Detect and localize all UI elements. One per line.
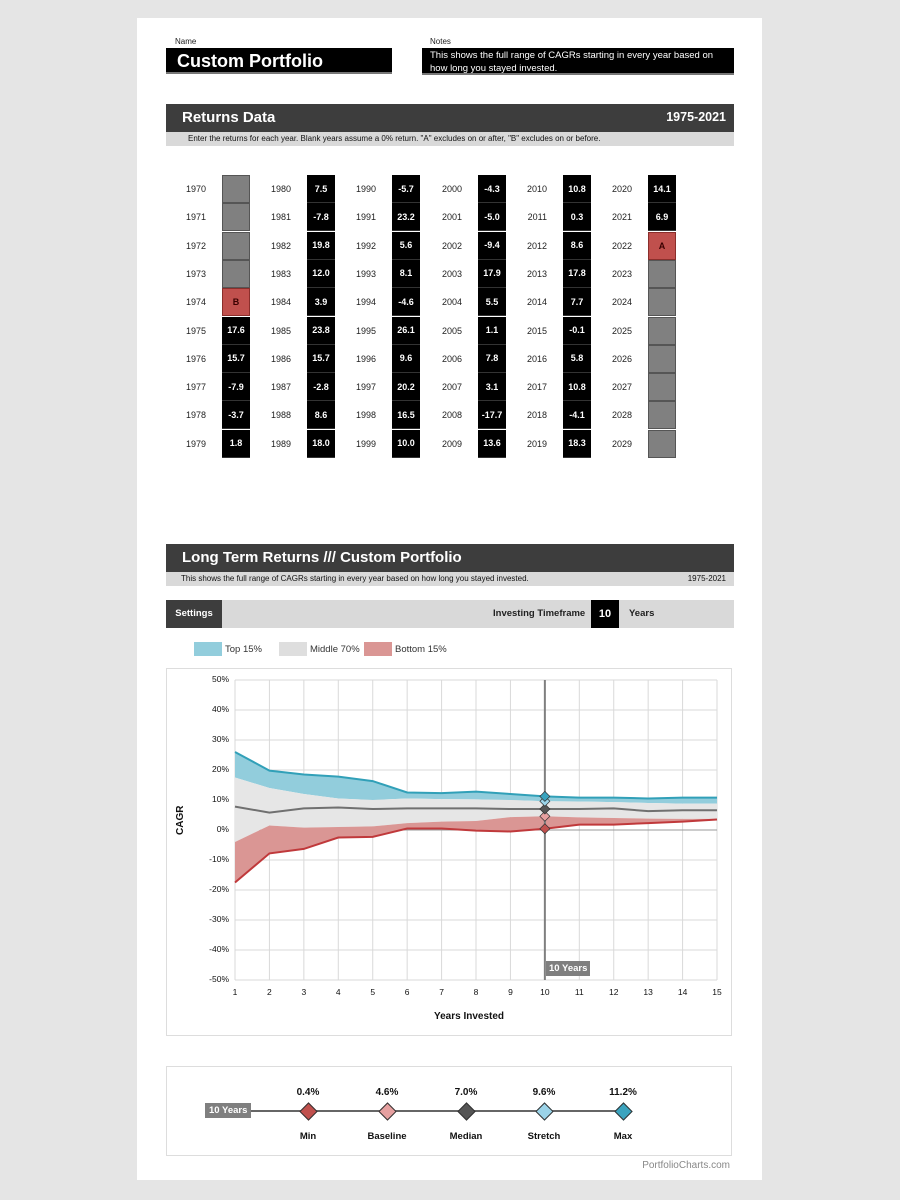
- return-cell[interactable]: 10.8: [563, 175, 591, 203]
- year-label: 2012: [526, 240, 547, 251]
- year-label: 2004: [441, 297, 462, 308]
- long-term-subtitle: This shows the full range of CAGRs starting in every year based on how long you stayed invested.: [181, 574, 529, 583]
- return-cell[interactable]: 7.7: [563, 288, 591, 316]
- return-cell[interactable]: 14.1: [648, 175, 676, 203]
- long-term-header: [166, 544, 734, 572]
- page: [137, 18, 762, 1180]
- year-label: 1983: [270, 268, 291, 279]
- return-cell[interactable]: 23.8: [307, 317, 335, 345]
- summary-diamond-icon: [535, 1102, 553, 1120]
- return-cell[interactable]: [648, 317, 676, 345]
- year-label: 1976: [185, 353, 206, 364]
- returns-data-header: [166, 104, 734, 132]
- return-cell[interactable]: 17.8: [563, 260, 591, 288]
- return-cell[interactable]: [222, 260, 250, 288]
- return-cell[interactable]: 17.6: [222, 317, 250, 345]
- x-tick-label: 3: [301, 987, 307, 997]
- year-label: 1973: [185, 268, 206, 279]
- return-cell[interactable]: -4.3: [478, 175, 506, 203]
- year-label: 1992: [355, 240, 376, 251]
- year-label: 2002: [441, 240, 462, 251]
- year-label: 2028: [611, 410, 632, 421]
- return-cell[interactable]: [222, 175, 250, 203]
- return-cell[interactable]: 20.2: [392, 373, 420, 401]
- long-term-title: Long Term Returns /// Custom Portfolio: [182, 549, 462, 566]
- return-cell[interactable]: -0.1: [563, 317, 591, 345]
- y-tick-label: 20%: [211, 764, 229, 774]
- y-tick-label: -50%: [209, 974, 229, 984]
- footer-credit[interactable]: PortfolioCharts.com: [642, 1160, 730, 1171]
- y-axis-label: CAGR: [175, 805, 186, 835]
- y-tick-label: 40%: [211, 704, 229, 714]
- notes-label: Notes: [430, 37, 451, 46]
- summary-label: Baseline: [367, 1131, 407, 1142]
- return-cell[interactable]: 6.9: [648, 203, 676, 231]
- year-label: 2016: [526, 353, 547, 364]
- year-label: 1988: [270, 410, 291, 421]
- x-axis-label: Years Invested: [433, 1011, 505, 1022]
- return-cell[interactable]: 1.8: [222, 430, 250, 458]
- y-tick-label: 50%: [211, 674, 229, 684]
- year-label: 2015: [526, 325, 547, 336]
- return-cell[interactable]: 10.0: [392, 430, 420, 458]
- summary-diamond-icon: [299, 1102, 317, 1120]
- summary-label: Median: [449, 1131, 483, 1142]
- year-label: 2000: [441, 184, 462, 194]
- y-tick-label: 10%: [211, 794, 229, 804]
- cagr-chart: [166, 668, 732, 1036]
- year-label: 1987: [270, 382, 291, 393]
- summary-diamond-icon: [378, 1102, 396, 1120]
- return-cell[interactable]: 13.6: [478, 430, 506, 458]
- year-label: 2008: [441, 410, 462, 421]
- return-cell[interactable]: 9.6: [392, 345, 420, 373]
- year-label: 2009: [441, 438, 462, 449]
- year-label: 2011: [527, 212, 547, 223]
- return-cell[interactable]: [648, 288, 676, 316]
- summary-diamond-icon: [457, 1102, 475, 1120]
- x-tick-label: 9: [508, 987, 513, 997]
- year-label: 1972: [185, 240, 206, 251]
- summary-value: 7.0%: [454, 1087, 478, 1098]
- return-cell[interactable]: -7.8: [307, 203, 335, 231]
- year-label: 2006: [441, 353, 462, 364]
- year-label: 1999: [355, 438, 376, 449]
- return-cell[interactable]: 19.8: [307, 232, 335, 260]
- return-cell[interactable]: -5.7: [392, 175, 420, 203]
- return-cell[interactable]: [648, 260, 676, 288]
- notes-field[interactable]: This shows the full range of CAGRs starting in every year based on how long you stayed invested.: [422, 48, 734, 75]
- settings-button[interactable]: Settings: [166, 600, 222, 628]
- timeframe-marker-label: 10 Years: [546, 961, 590, 976]
- returns-data-range: 1975-2021: [666, 110, 726, 124]
- return-cell[interactable]: 12.0: [307, 260, 335, 288]
- return-cell[interactable]: 18.0: [307, 430, 335, 458]
- year-label: 2010: [526, 184, 547, 194]
- year-label: 1998: [355, 410, 376, 421]
- long-term-range: 1975-2021: [687, 574, 726, 583]
- summary-label: Min: [299, 1131, 317, 1142]
- return-cell[interactable]: 10.8: [563, 373, 591, 401]
- summary-axis-line: [205, 1110, 629, 1112]
- return-cell[interactable]: 1.1: [478, 317, 506, 345]
- return-cell[interactable]: 26.1: [392, 317, 420, 345]
- year-label: 2022: [611, 240, 632, 251]
- return-cell[interactable]: [648, 345, 676, 373]
- summary-label: Stretch: [527, 1131, 561, 1142]
- return-cell[interactable]: [222, 232, 250, 260]
- return-cell[interactable]: -17.7: [478, 401, 506, 429]
- return-cell[interactable]: B: [222, 288, 250, 316]
- return-cell[interactable]: 15.7: [307, 345, 335, 373]
- year-label: 1989: [270, 438, 291, 449]
- return-cell[interactable]: 7.8: [478, 345, 506, 373]
- return-cell[interactable]: -4.1: [563, 401, 591, 429]
- settings-bar: [166, 600, 734, 628]
- year-label: 1991: [355, 212, 376, 223]
- summary-diamond-icon: [614, 1102, 632, 1120]
- summary-timeframe-label: 10 Years: [205, 1103, 251, 1118]
- x-tick-label: 11: [574, 987, 584, 997]
- year-label: 1997: [355, 382, 376, 393]
- summary-value: 0.4%: [296, 1087, 320, 1098]
- return-cell[interactable]: 5.5: [478, 288, 506, 316]
- year-label: 1980: [270, 184, 291, 194]
- year-label: 1975: [185, 325, 206, 336]
- x-tick-label: 8: [473, 987, 479, 997]
- return-cell[interactable]: 18.3: [563, 430, 591, 458]
- return-cell[interactable]: 0.3: [563, 203, 591, 231]
- year-label: 1995: [355, 325, 376, 336]
- return-cell[interactable]: -4.6: [392, 288, 420, 316]
- summary-panel: [166, 1066, 732, 1156]
- year-label: 1994: [355, 297, 376, 308]
- year-label: 2018: [526, 410, 547, 421]
- year-label: 1993: [355, 268, 376, 279]
- y-tick-label: -30%: [209, 914, 229, 924]
- year-label: 1974: [185, 297, 206, 308]
- chart-plot: [167, 669, 733, 1037]
- year-label: 1978: [185, 410, 206, 421]
- legend-top-label: Top 15%: [225, 644, 262, 655]
- year-label: 1982: [270, 240, 291, 251]
- return-cell[interactable]: -2.8: [307, 373, 335, 401]
- year-label: 2013: [526, 268, 547, 279]
- x-tick-label: 10: [540, 987, 550, 997]
- return-cell[interactable]: 3.1: [478, 373, 506, 401]
- year-label: 2025: [611, 325, 632, 336]
- timeframe-label: Investing Timeframe: [493, 608, 586, 619]
- year-label: 2007: [441, 382, 462, 393]
- x-tick-label: 5: [370, 987, 376, 997]
- year-label: 1970: [185, 184, 206, 194]
- year-label: 2024: [611, 297, 632, 308]
- year-label: 2026: [611, 353, 632, 364]
- year-label: 1981: [270, 212, 291, 223]
- year-label: 2005: [441, 325, 462, 336]
- return-cell[interactable]: 16.5: [392, 401, 420, 429]
- x-tick-label: 2: [267, 987, 272, 997]
- returns-data-title: Returns Data: [182, 109, 276, 126]
- return-cell[interactable]: 8.1: [392, 260, 420, 288]
- year-label: 2017: [526, 382, 547, 393]
- legend-swatch-top: [194, 642, 222, 656]
- year-label: 2019: [526, 438, 547, 449]
- x-tick-label: 6: [404, 987, 410, 997]
- return-cell[interactable]: A: [648, 232, 676, 260]
- year-label: 2014: [526, 297, 547, 308]
- return-cell[interactable]: 8.6: [307, 401, 335, 429]
- year-label: 2001: [441, 212, 462, 223]
- timeframe-input[interactable]: 10: [591, 600, 619, 628]
- summary-value: 9.6%: [532, 1087, 556, 1098]
- year-label: 1986: [270, 353, 291, 364]
- y-tick-label: 0%: [216, 824, 229, 834]
- x-tick-label: 12: [608, 987, 619, 997]
- summary-value: 4.6%: [375, 1087, 399, 1098]
- x-tick-label: 7: [439, 987, 444, 997]
- x-tick-label: 15: [712, 987, 722, 997]
- return-cell[interactable]: 15.7: [222, 345, 250, 373]
- return-cell[interactable]: -9.4: [478, 232, 506, 260]
- year-label: 2023: [611, 268, 632, 279]
- return-cell[interactable]: 7.5: [307, 175, 335, 203]
- long-term-subtitle-bar: [166, 572, 734, 586]
- x-tick-label: 4: [335, 987, 341, 997]
- return-cell[interactable]: 23.2: [392, 203, 420, 231]
- timeframe-unit: Years: [629, 608, 655, 619]
- return-cell[interactable]: 5.6: [392, 232, 420, 260]
- x-tick-label: 14: [677, 987, 688, 997]
- summary-label: Max: [613, 1131, 633, 1142]
- year-label: 2029: [611, 438, 632, 449]
- returns-instructions: Enter the returns for each year. Blank years assume a 0% return. "A" excludes on or after, "B" excludes on or before.: [166, 132, 734, 146]
- year-label: 1984: [270, 297, 291, 308]
- return-cell[interactable]: 5.8: [563, 345, 591, 373]
- year-label: 1977: [185, 382, 206, 393]
- x-tick-label: 1: [232, 987, 238, 997]
- x-tick-label: 13: [643, 987, 653, 997]
- summary-value: 11.2%: [609, 1087, 637, 1098]
- return-cell[interactable]: 8.6: [563, 232, 591, 260]
- return-cell[interactable]: [648, 373, 676, 401]
- legend-middle-label: Middle 70%: [310, 644, 360, 655]
- year-label: 1996: [355, 353, 376, 364]
- return-cell[interactable]: 17.9: [478, 260, 506, 288]
- return-cell[interactable]: 3.9: [307, 288, 335, 316]
- legend-swatch-middle: [279, 642, 307, 656]
- return-cell[interactable]: -5.0: [478, 203, 506, 231]
- legend-bottom-label: Bottom 15%: [395, 644, 447, 655]
- year-label: 1971: [185, 212, 206, 223]
- return-cell[interactable]: [648, 401, 676, 429]
- y-tick-label: -20%: [209, 884, 229, 894]
- return-cell[interactable]: [222, 203, 250, 231]
- year-label: 1979: [185, 438, 206, 449]
- year-label: 2021: [611, 212, 632, 223]
- return-cell[interactable]: -7.9: [222, 373, 250, 401]
- y-tick-label: -40%: [209, 944, 229, 954]
- portfolio-name-field[interactable]: Custom Portfolio: [166, 48, 392, 74]
- return-cell[interactable]: [648, 430, 676, 458]
- legend-swatch-bottom: [364, 642, 392, 656]
- name-label: Name: [175, 37, 197, 46]
- year-label: 1990: [355, 184, 376, 194]
- return-cell[interactable]: -3.7: [222, 401, 250, 429]
- year-label: 2003: [441, 268, 462, 279]
- year-label: 2027: [611, 382, 632, 393]
- year-label: 1985: [270, 325, 291, 336]
- year-label: 2020: [611, 184, 632, 194]
- y-tick-label: -10%: [209, 854, 229, 864]
- y-tick-label: 30%: [211, 734, 229, 744]
